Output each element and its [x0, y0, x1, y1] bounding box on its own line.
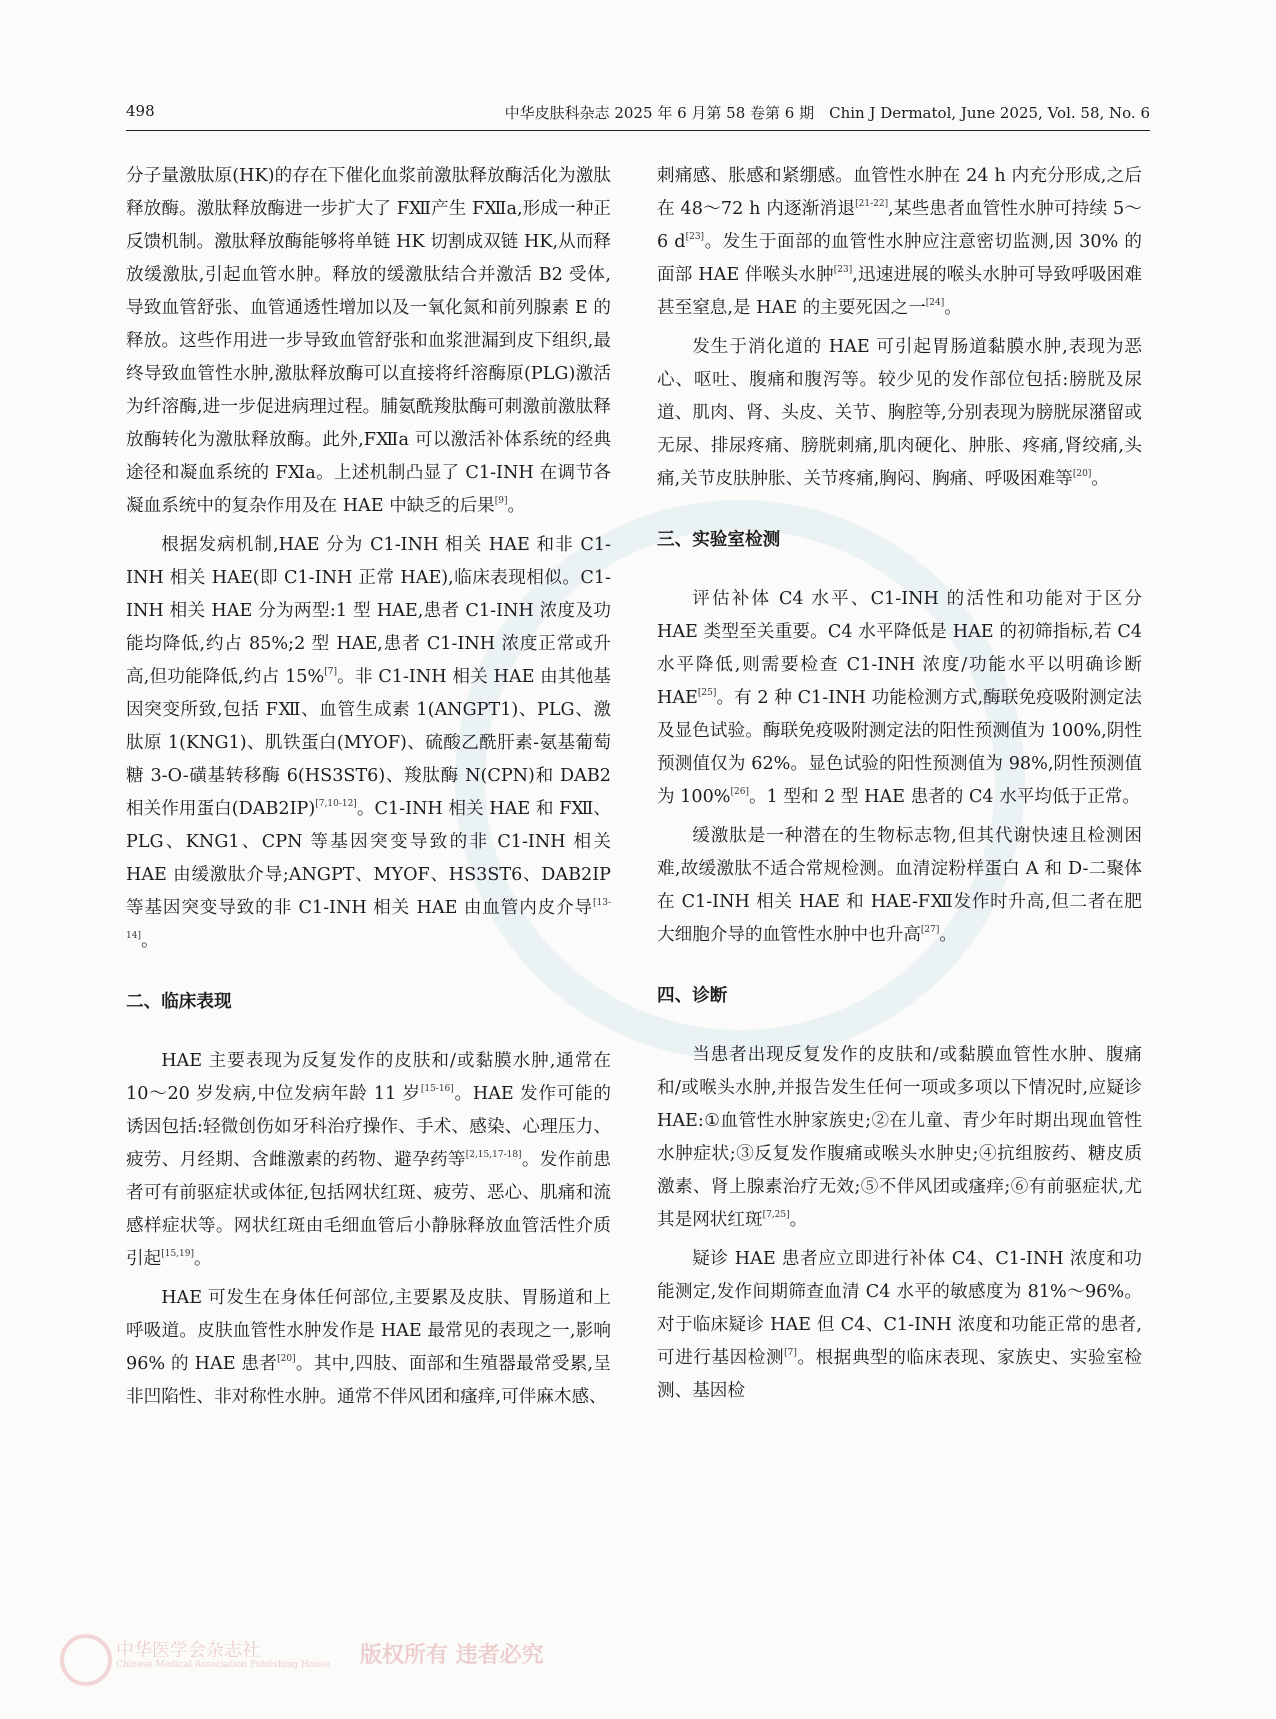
paragraph: 分子量激肽原(HK)的存在下催化血浆前激肽释放酶活化为激肽释放酶。激肽释放酶进一步扩大了 FⅫ产生 FⅫa,形成一种正反馈机制。激肽释放酶能够将单链 HK 切割成双链 HK,从而释放缓激肽,引起血管水肿。释放的缓激肽结合并激活 B2 受体,导致血管舒张、血管通透性增加以及一氧化氮和前列腺素 E 的释放。这些作用进一步导致血管舒张和血浆泄漏到皮下组织,最终导致血管性水肿,激肽释放酶可以直接将纤溶酶原(PLG)激活为纤溶酶,进一步促进病理过程。脯氨酰羧肽酶可刺激前激肽释放酶转化为激肽释放酶。此外,FⅫa 可以激活补体系统的经典途径和凝血系统的 FⅪa。上述机制凸显了 C1-INH 在调节各凝血系统中的复杂作用及在 HAE 中缺乏的后果[9]。	[126, 166, 611, 516]
paragraph: 当患者出现反复发作的皮肤和/或黏膜血管性水肿、腹痛和/或喉头水肿,并报告发生任何一项或多项以下情况时,应疑诊 HAE:①血管性水肿家族史;②在儿童、青少年时期出现血管性水肿症状;③反复发作腹痛或喉头水肿史;④抗组胺药、糖皮质激素、肾上腺素治疗无效;⑤不伴风团或瘙痒;⑥有前驱症状,尤其是网状红斑[7,25]。	[657, 1045, 1142, 1230]
journal-citation: 中华皮肤科杂志 2025 年 6 月第 58 卷第 6 期 Chin J Dermatol, June 2025, Vol. 58, No. 6	[504, 104, 1150, 122]
left-column	[126, 160, 611, 1420]
section-heading: 三、实验室检测	[657, 530, 781, 550]
publisher-name: 中华医学会杂志社	[116, 1640, 260, 1661]
copyright-notice: 版权所有 违者必究	[360, 1642, 544, 1668]
publisher-logo-icon	[60, 1634, 112, 1686]
right-column	[657, 160, 1142, 1414]
paragraph: 刺痛感、胀感和紧绷感。血管性水肿在 24 h 内充分形成,之后在 48～72 h 内逐渐消退[21-22],某些患者血管性水肿可持续 5～6 d[23]。发生于面部的血管性水肿应注意密切监测,因 30% 的面部 HAE 伴喉头水肿[23],迅速进展的喉头水肿可导致呼吸困难甚至窒息,是 HAE 的主要死因之一[24]。	[657, 166, 1142, 318]
paragraph: 疑诊 HAE 患者应立即进行补体 C4、C1-INH 浓度和功能测定,发作间期筛查血清 C4 水平的敏感度为 81%～96%。对于临床疑诊 HAE 但 C4、C1-INH 浓度和功能正常的患者,可进行基因检测[7]。根据典型的临床表现、家族史、实验室检测、基因检	[657, 1249, 1142, 1401]
page-number: 498	[126, 102, 155, 120]
section-heading: 四、诊断	[657, 986, 728, 1006]
paragraph: 评估补体 C4 水平、C1-INH 的活性和功能对于区分 HAE 类型至关重要。C4 水平降低是 HAE 的初筛指标,若 C4 水平降低,则需要检查 C1-INH 浓度/功能水平以明确诊断 HAE[25]。有 2 种 C1-INH 功能检测方式,酶联免疫吸附测定法及显色试验。酶联免疫吸附测定法的阳性预测值为 100%,阴性预测值仅为 62%。显色试验的阳性预测值为 98%,阴性预测值为 100%[26]。1 型和 2 型 HAE 患者的 C4 水平均低于正常。	[657, 589, 1142, 807]
paragraph: HAE 主要表现为反复发作的皮肤和/或黏膜水肿,通常在 10～20 岁发病,中位发病年龄 11 岁[15-16]。HAE 发作可能的诱因包括:轻微创伤如牙科治疗操作、手术、感染、心理压力、疲劳、月经期、含雌激素的药物、避孕药等[2,15,17-18]。发作前患者可有前驱症状或体征,包括网状红斑、疲劳、恶心、肌痛和流感样症状等。网状红斑由毛细血管后小静脉释放血管活性介质引起[15,19]。	[126, 1051, 611, 1269]
running-header	[126, 102, 1150, 131]
section-heading: 二、临床表现	[126, 992, 232, 1012]
publisher-watermark	[60, 1634, 620, 1684]
paragraph: HAE 可发生在身体任何部位,主要累及皮肤、胃肠道和上呼吸道。皮肤血管性水肿发作是 HAE 最常见的表现之一,影响 96% 的 HAE 患者[20]。其中,四肢、面部和生殖器最常受累,呈非凹陷性、非对称性水肿。通常不伴风团和瘙痒,可伴麻木感、	[126, 1288, 612, 1407]
paragraph: 根据发病机制,HAE 分为 C1-INH 相关 HAE 和非 C1-INH 相关 HAE(即 C1-INH 正常 HAE),临床表现相似。C1-INH 相关 HAE 分为两型:1 型 HAE,患者 C1-INH 浓度及功能均降低,约占 85%;2 型 HAE,患者 C1-INH 浓度正常或升高,但功能降低,约占 15%[7]。非 C1-INH 相关 HAE 由其他基因突变所致,包括 FⅫ、血管生成素 1(ANGPT1)、PLG、激肽原 1(KNG1)、肌铁蛋白(MYOF)、硫酸乙酰肝素-氨基葡萄糖 3-O-磺基转移酶 6(HS3ST6)、羧肽酶 N(CPN)和 DAB2 相关作用蛋白(DAB2IP)[7,10-12]。C1-INH 相关 HAE 和 FⅫ、PLG、KNG1、CPN 等基因突变导致的非 C1-INH 相关 HAE 由缓激肽介导;ANGPT、MYOF、HS3ST6、DAB2IP 等基因突变导致的非 C1-INH 相关 HAE 由血管内皮介导[13-14]。	[126, 535, 612, 951]
publisher-name-en: Chinese Medical Association Publishing House	[116, 1660, 330, 1670]
paragraph: 发生于消化道的 HAE 可引起胃肠道黏膜水肿,表现为恶心、呕吐、腹痛和腹泻等。较少见的发作部位包括:膀胱及尿道、肌肉、肾、头皮、关节、胸腔等,分别表现为膀胱尿潴留或无尿、排尿疼痛、膀胱刺痛,肌肉硬化、肿胀、疼痛,肾绞痛,头痛,关节皮肤肿胀、关节疼痛,胸闷、胸痛、呼吸困难等[20]。	[657, 337, 1142, 489]
paragraph: 缓激肽是一种潜在的生物标志物,但其代谢快速且检测困难,故缓激肽不适合常规检测。血清淀粉样蛋白 A 和 D-二聚体在 C1-INH 相关 HAE 和 HAE-FⅫ发作时升高,但二者在肥大细胞介导的血管性水肿中也升高[27]。	[657, 826, 1142, 945]
